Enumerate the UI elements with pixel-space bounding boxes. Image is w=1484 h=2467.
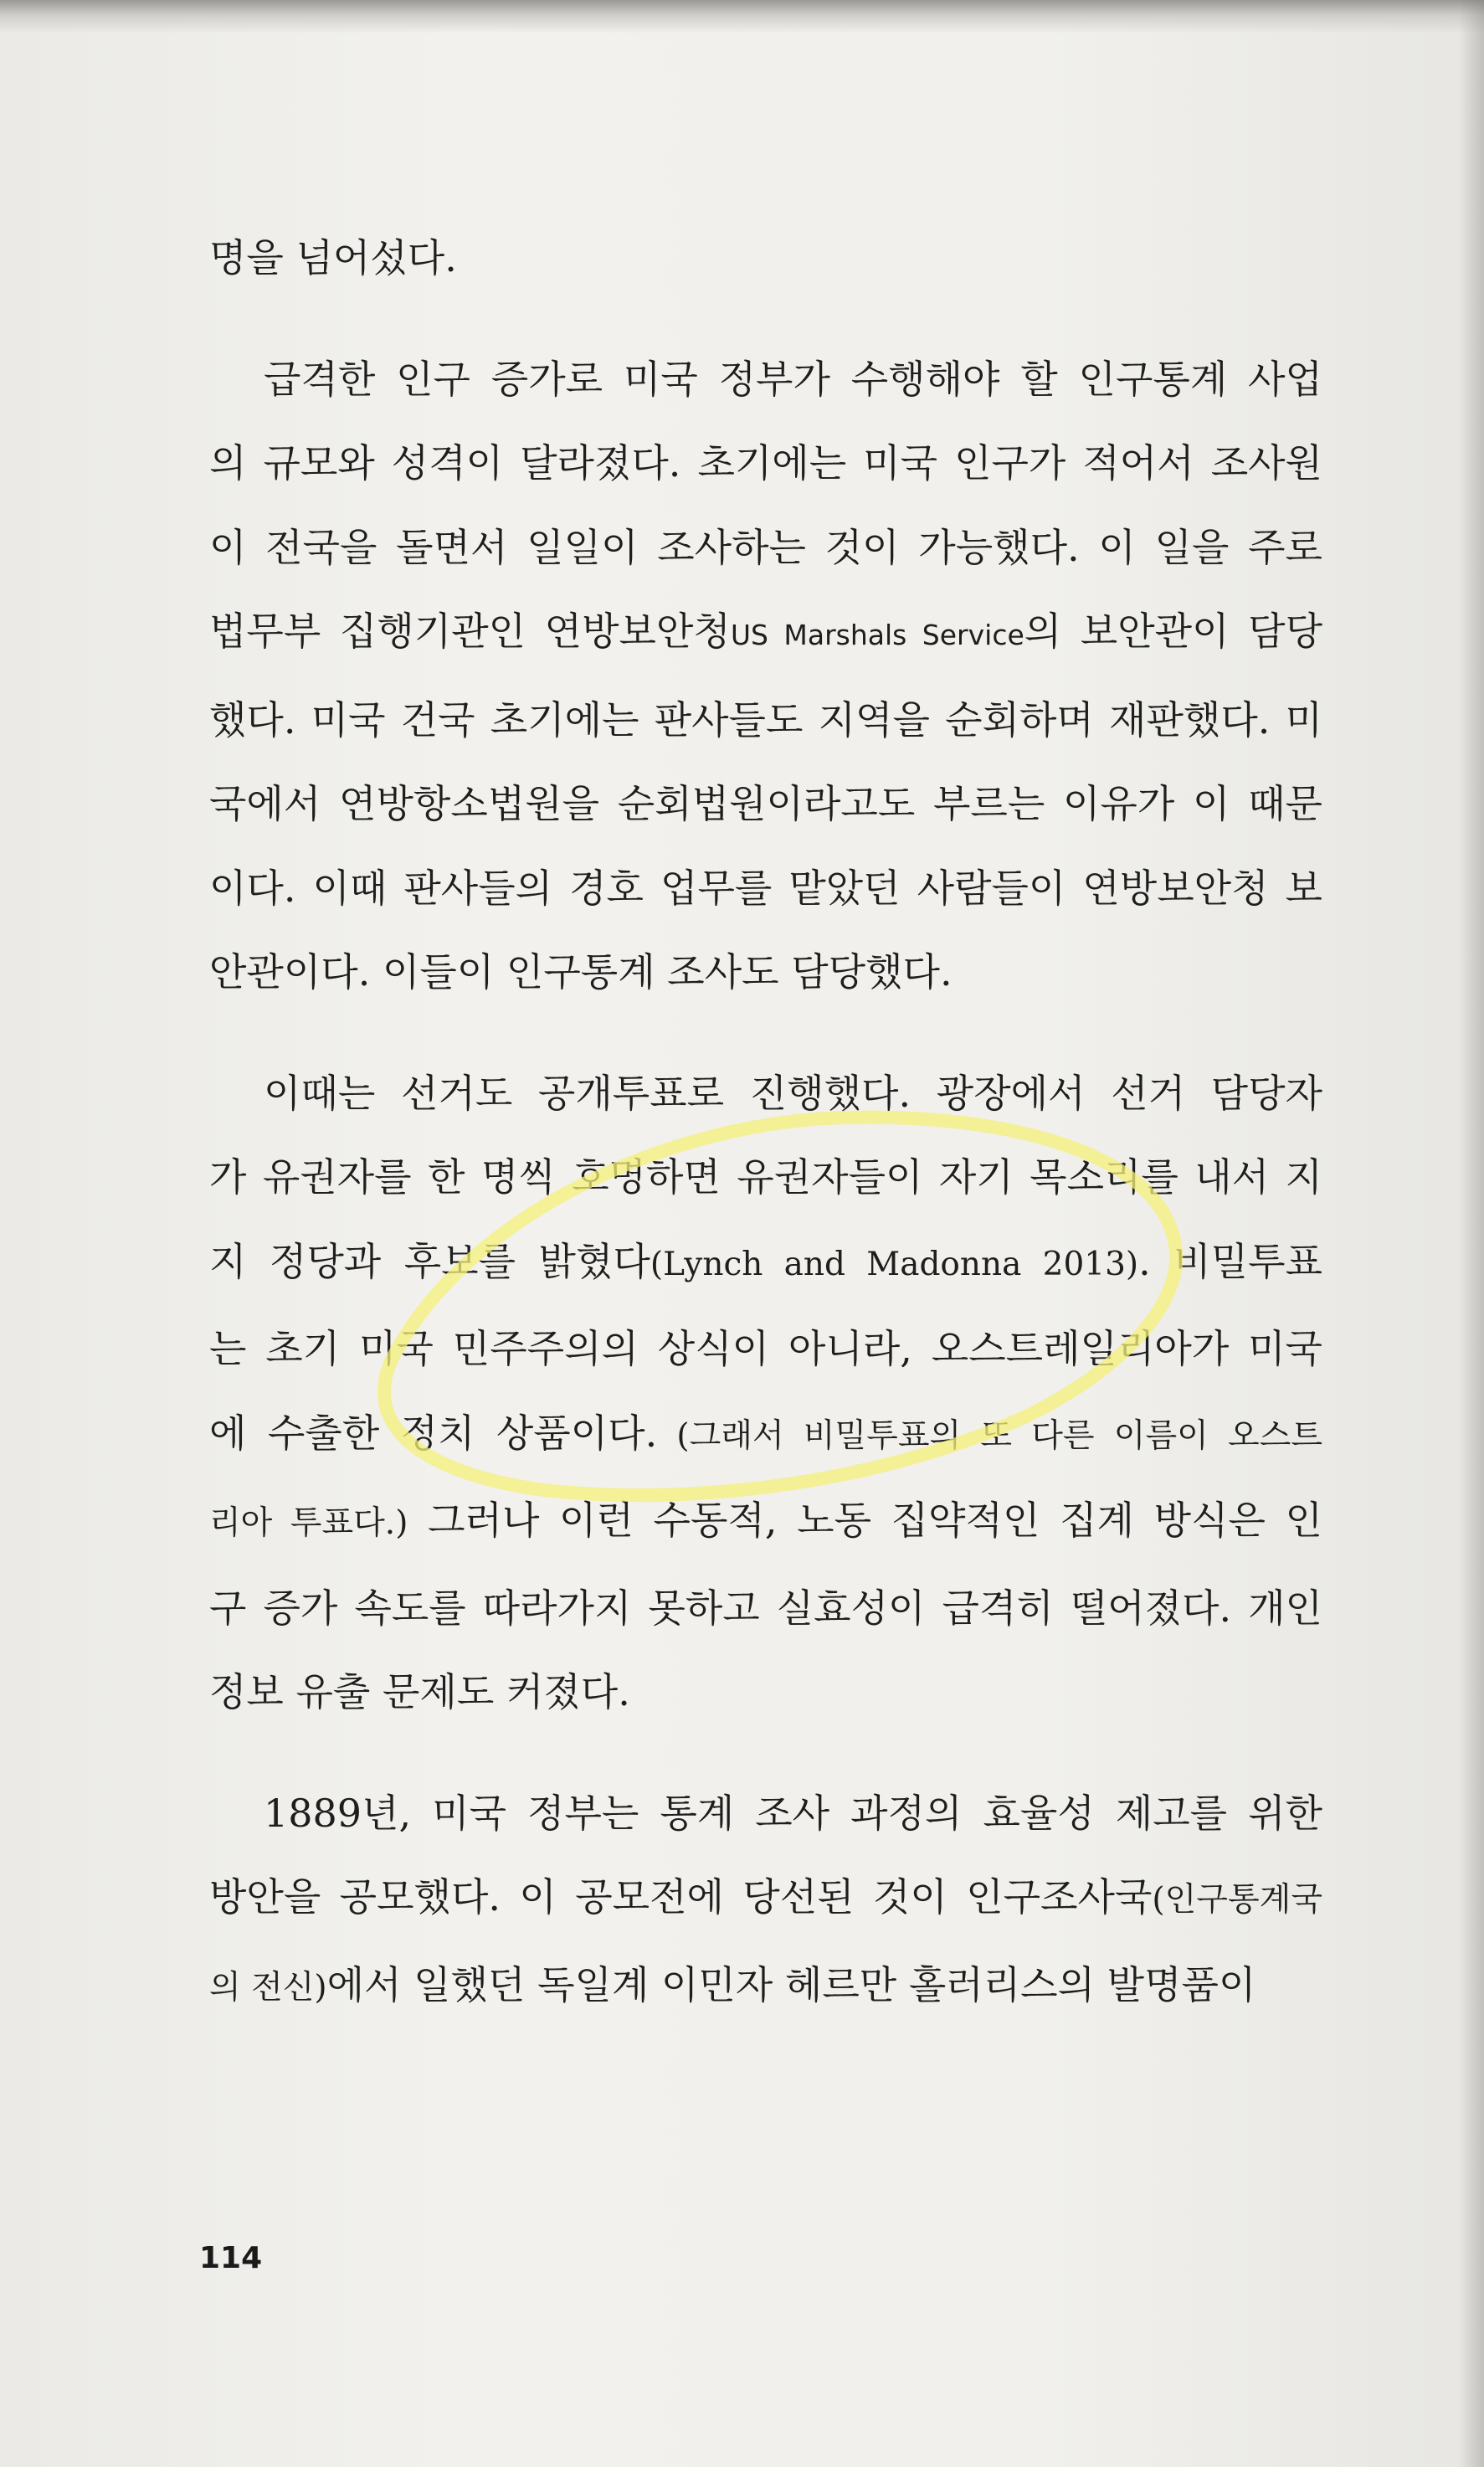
text-segment: (Lynch and Madonna 2013)	[650, 1245, 1139, 1283]
text-segment: 이 전국을 돌면서 일일이 조사하는 것이 가능했다. 이 일을 주로	[209, 524, 1322, 570]
text-segment: 구 증가 속도를 따라가지 못하고 실효성이 급격히 떨어졌다. 개인	[209, 1585, 1322, 1631]
body-text	[209, 216, 1322, 2030]
text-segment: 했다. 미국 건국 초기에는 판사들도 지역을 순회하며 재판했다. 미	[209, 696, 1322, 743]
text-line	[209, 1135, 1322, 1220]
text-line	[209, 1943, 1322, 2031]
text-line	[209, 762, 1322, 846]
text-segment: (인구통계국	[1152, 1881, 1322, 1919]
text-segment: 는 초기 미국 민주주의의 상식이 아니라, 오스트레일리아가 미국	[209, 1326, 1322, 1371]
text-segment: 의 규모와 성격이 달라졌다. 초기에는 미국 인구가 적어서 조사원	[209, 440, 1322, 486]
paragraph	[209, 216, 1322, 301]
text-segment: 에 수출한 정치 상품이다.	[209, 1410, 658, 1456]
text-segment: 지 정당과 후보를 밝혔다	[209, 1238, 650, 1284]
paragraph-gap	[209, 301, 1322, 337]
text-segment: 1889년, 미국 정부는 통계 조사 과정의 효율성 제고를 위한	[264, 1790, 1322, 1836]
text-line	[209, 1855, 1322, 1943]
text-segment: 그러나 이런 수동적, 노동 집약적인 집계 방식은 인	[408, 1498, 1322, 1543]
text-line	[209, 589, 1322, 678]
text-line	[209, 1220, 1322, 1308]
text-segment: 의 전신)	[209, 1968, 327, 2007]
text-segment: 급격한 인구 증가로 미국 정부가 수행해야 할 인구통계 사업	[264, 356, 1322, 402]
text-segment: 명을 넘어섰다.	[209, 235, 457, 280]
page-edge-shadow	[1459, 0, 1484, 2467]
text-line	[209, 337, 1322, 422]
text-line	[209, 1566, 1322, 1651]
top-shadow	[0, 0, 1484, 33]
text-line	[209, 1650, 1322, 1735]
text-line	[209, 846, 1322, 931]
text-segment: 가 유권자를 한 명씩 호명하면 유권자들이 자기 목소리를 내서 지	[209, 1154, 1322, 1200]
text-line	[209, 421, 1322, 506]
paragraph-gap	[209, 1735, 1322, 1771]
text-segment: 국에서 연방항소법원을 순회법원이라고도 부르는 이유가 이 때문	[209, 781, 1322, 826]
text-line	[209, 506, 1322, 590]
paragraph	[209, 1051, 1322, 1735]
text-segment: 방안을 공모했다. 이 공모전에 당선된 것이 인구조사국	[209, 1874, 1153, 1920]
text-segment: US Marshals Service	[730, 619, 1024, 651]
text-segment: 리아 투표다.)	[209, 1504, 408, 1542]
text-line	[209, 1307, 1322, 1391]
text-segment: 정보 유출 문제도 커졌다.	[209, 1669, 630, 1714]
text-segment: 에서 일했던 독일계 이민자 헤르만 홀러리스의 발명품이	[326, 1961, 1256, 2007]
text-line	[209, 1391, 1322, 1479]
text-line	[209, 930, 1322, 1015]
paragraph-gap	[209, 1015, 1322, 1051]
text-segment: 이다. 이때 판사들의 경호 업무를 맡았던 사람들이 연방보안청 보	[209, 865, 1322, 911]
text-segment: 법무부 집행기관인 연방보안청	[209, 609, 731, 654]
text-line	[209, 1478, 1322, 1566]
text-line	[209, 216, 1322, 301]
page-number: 114	[199, 2241, 263, 2275]
text-segment: (그래서 비밀투표의 또 다른 이름이 오스트	[657, 1416, 1322, 1455]
paragraph	[209, 1771, 1322, 2031]
text-line	[209, 678, 1322, 763]
paragraph	[209, 337, 1322, 1015]
text-segment: 의 보안관이 담당	[1024, 609, 1322, 654]
text-line	[209, 1051, 1322, 1136]
text-line	[209, 1771, 1322, 1856]
text-segment: 안관이다. 이들이 인구통계 조사도 담당했다.	[209, 949, 953, 995]
text-segment: 이때는 선거도 공개투표로 진행했다. 광장에서 선거 담당자	[264, 1070, 1322, 1116]
text-segment: . 비밀투표	[1138, 1238, 1322, 1284]
